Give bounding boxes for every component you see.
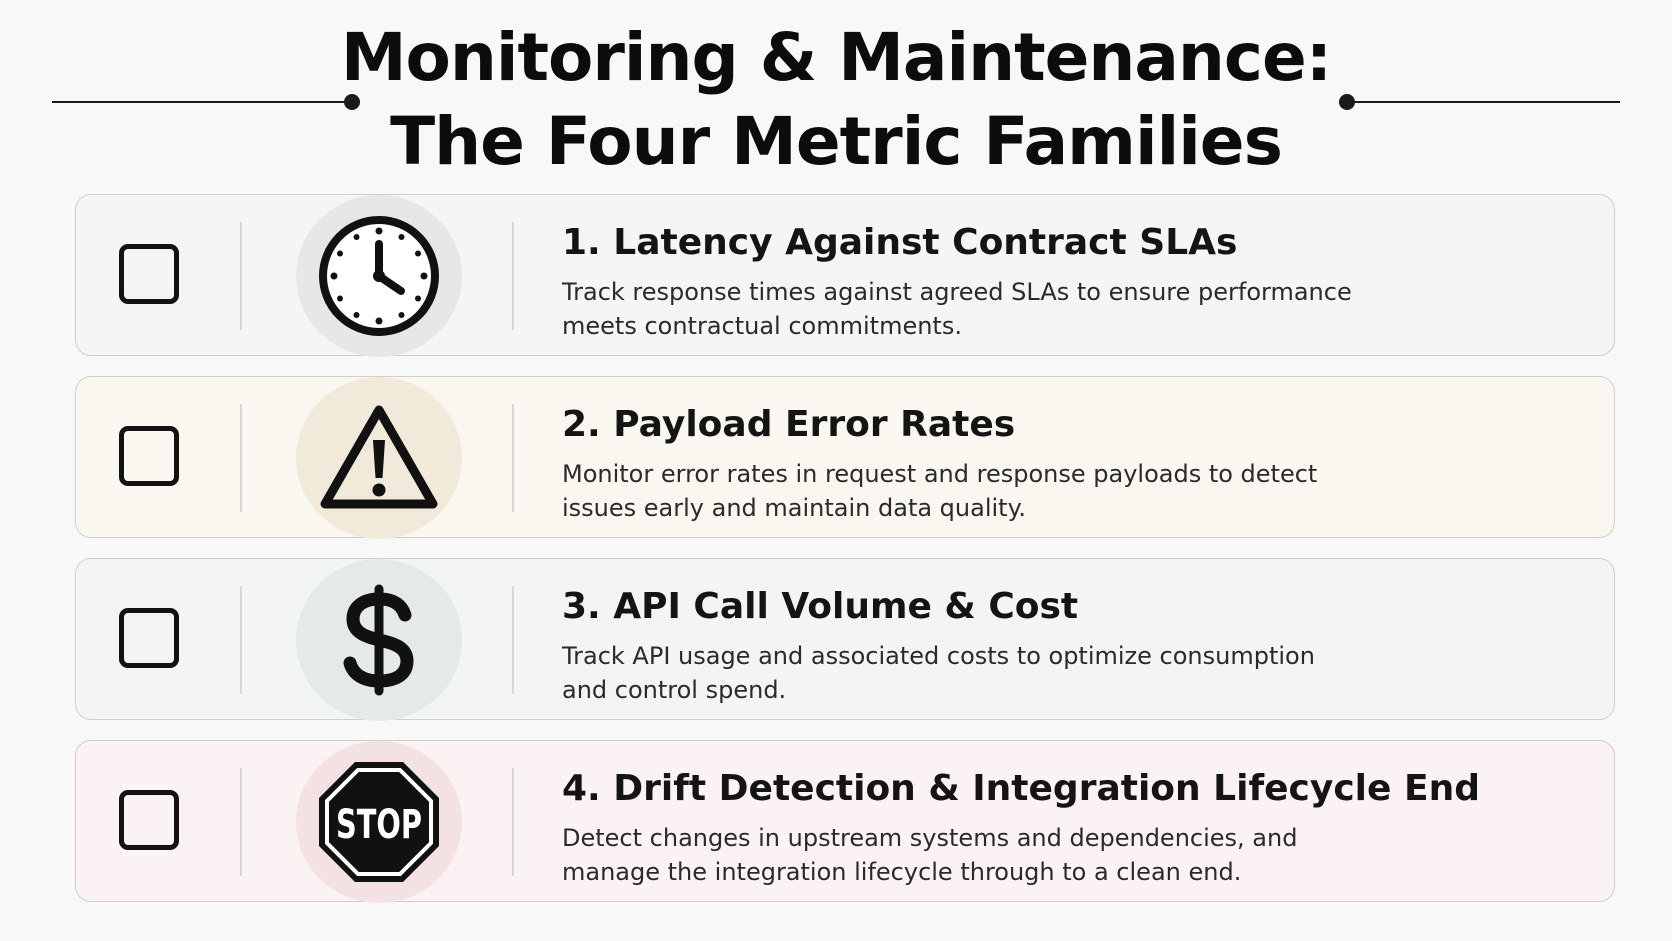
divider bbox=[240, 404, 242, 512]
warning-icon bbox=[317, 402, 441, 514]
title-line-1: Monitoring & Maintenance: bbox=[340, 19, 1332, 96]
divider-right bbox=[1350, 101, 1620, 103]
stop-sign-icon bbox=[315, 758, 443, 886]
icon-badge bbox=[296, 377, 462, 539]
icon-badge bbox=[296, 741, 462, 903]
metric-title: 3. API Call Volume & Cost bbox=[562, 586, 1079, 627]
checkbox[interactable] bbox=[119, 790, 179, 850]
metric-card-drift-detection bbox=[75, 740, 1615, 902]
page-title bbox=[0, 16, 1672, 184]
dollar-icon bbox=[339, 585, 419, 695]
title-line-2: The Four Metric Families bbox=[390, 103, 1282, 180]
divider bbox=[240, 222, 242, 330]
divider bbox=[240, 586, 242, 694]
icon-badge bbox=[296, 559, 462, 721]
metric-description: Monitor error rates in request and response payloads to detect issues early and maintain data quality. bbox=[562, 460, 1318, 522]
metric-description: Track API usage and associated costs to optimize consumption and control spend. bbox=[562, 642, 1315, 704]
stop-sign-text: STOP bbox=[336, 802, 422, 848]
metric-card-api-volume bbox=[75, 558, 1615, 720]
divider bbox=[512, 586, 514, 694]
icon-badge bbox=[296, 195, 462, 357]
checkbox[interactable] bbox=[119, 426, 179, 486]
metric-card-payload-errors bbox=[75, 376, 1615, 538]
divider bbox=[240, 768, 242, 876]
divider bbox=[512, 768, 514, 876]
metric-title: 1. Latency Against Contract SLAs bbox=[562, 222, 1238, 263]
checkbox[interactable] bbox=[119, 608, 179, 668]
metric-title: 2. Payload Error Rates bbox=[562, 404, 1016, 445]
checkbox[interactable] bbox=[119, 244, 179, 304]
metric-description: Detect changes in upstream systems and dependencies, and manage the integration lifecycle through to a clean end. bbox=[562, 824, 1298, 886]
metric-card-latency bbox=[75, 194, 1615, 356]
divider bbox=[512, 404, 514, 512]
clock-icon bbox=[317, 214, 441, 338]
header bbox=[0, 0, 1672, 190]
divider bbox=[512, 222, 514, 330]
metric-title: 4. Drift Detection & Integration Lifecycle End bbox=[562, 768, 1480, 809]
metric-description: Track response times against agreed SLAs to ensure performance meets contractual commitments. bbox=[562, 278, 1352, 340]
